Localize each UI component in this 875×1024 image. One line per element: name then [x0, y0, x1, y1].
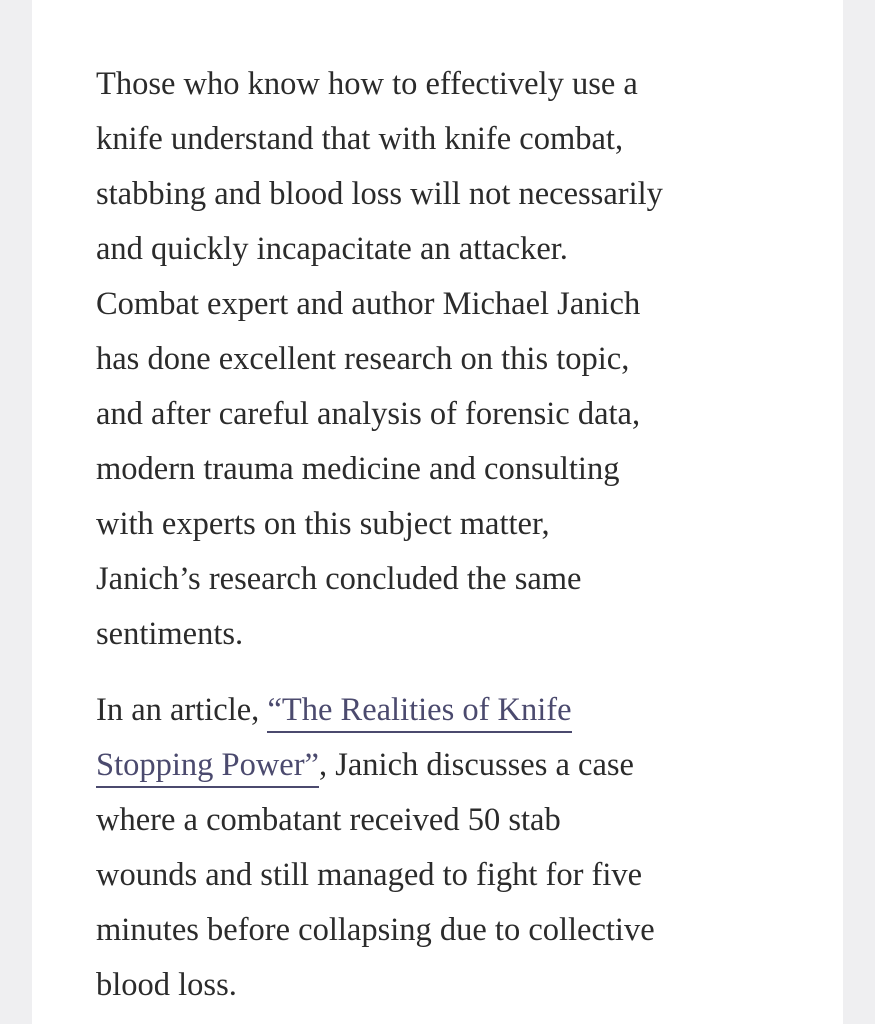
paragraph-article-reference [96, 683, 796, 1013]
text-segment: , Janich discusses a case [318, 747, 634, 783]
text-line: and quickly incapacitate an attacker. [96, 231, 568, 267]
text-line: Combat expert and author Michael Janich [96, 286, 641, 322]
text-line: has done excellent research on this topic, [96, 341, 630, 377]
text-line: stabbing and blood loss will not necessarily [96, 176, 663, 212]
text-line [96, 738, 796, 793]
text-line [96, 683, 796, 738]
text-line: blood loss. [96, 967, 237, 1003]
article-body [96, 57, 796, 1013]
text-line: where a combatant received 50 stab [96, 802, 561, 838]
text-line: minutes before collapsing due to collective [96, 912, 655, 948]
article-page [32, 0, 843, 1024]
text-line: modern trauma medicine and consulting [96, 451, 620, 487]
article-link-part-2[interactable]: Stopping Power” [96, 747, 319, 788]
text-line: Those who know how to effectively use a [96, 66, 638, 102]
text-line: and after careful analysis of forensic data, [96, 396, 641, 432]
article-link-part-1[interactable]: “The Realities of Knife [267, 692, 571, 733]
text-segment: In an article, [96, 692, 268, 728]
paragraph-knife-combat [96, 57, 796, 662]
text-line: sentiments. [96, 616, 244, 652]
text-line: Janich’s research concluded the same [96, 561, 582, 597]
text-line: knife understand that with knife combat, [96, 121, 624, 157]
text-line: wounds and still managed to fight for five [96, 857, 643, 893]
text-line: with experts on this subject matter, [96, 506, 550, 542]
